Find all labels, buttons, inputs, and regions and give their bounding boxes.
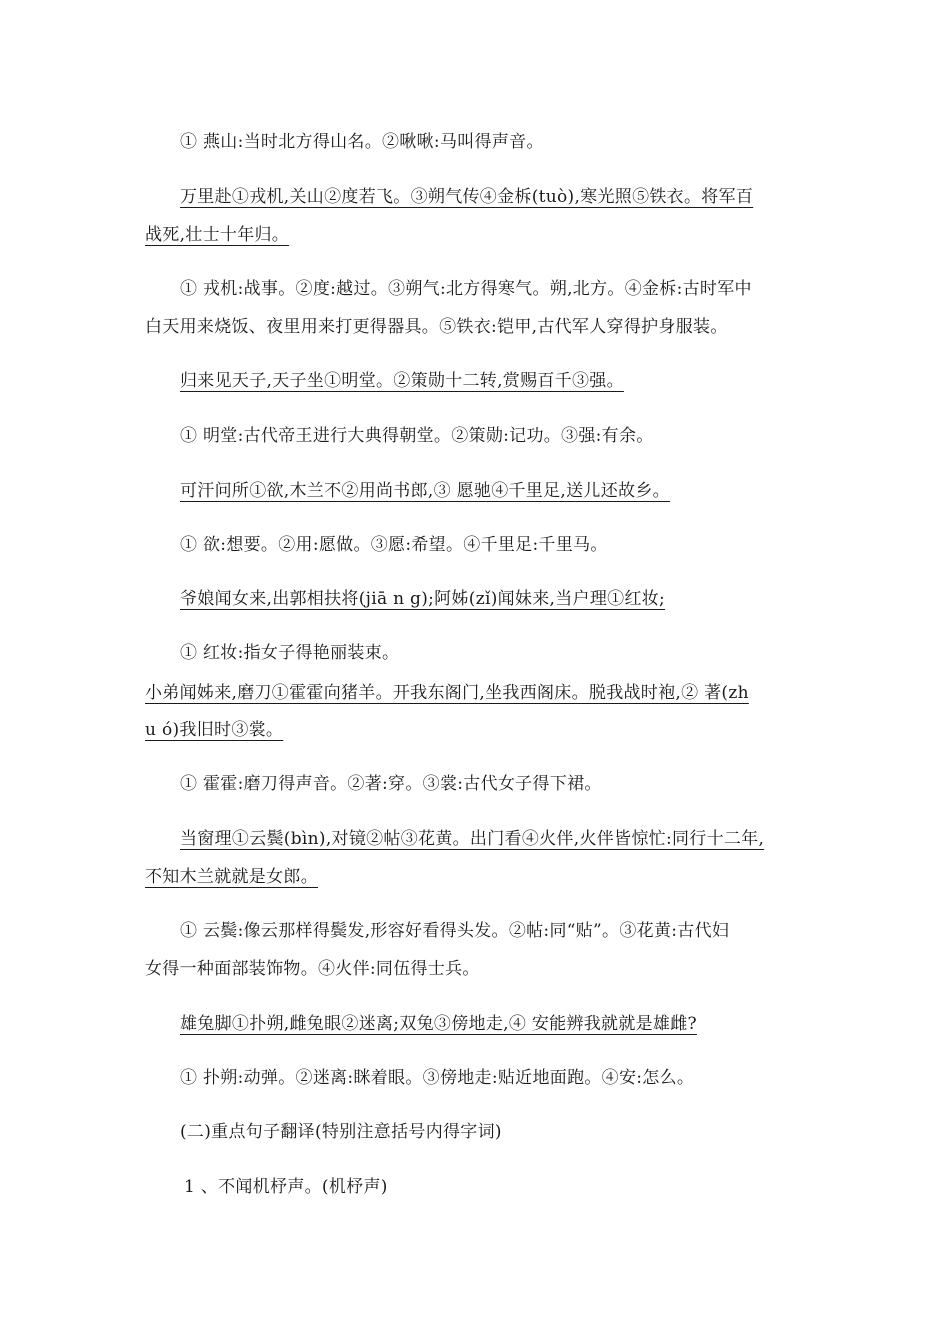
poem-line: 战死,壮士十年归。 — [145, 225, 290, 245]
annotation-line: ① 燕山:当时北方得山名。②啾啾:马叫得声音。 — [180, 132, 544, 152]
poem-line: 万里赴①戎机,关山②度若飞。③朔气传④金柝(tuò),寒光照⑤铁衣。将军百 — [180, 187, 754, 207]
question-item: 1 、不闻机杼声。(机杼声) — [184, 1177, 388, 1197]
annotation-line: 女得一种面部装饰物。④火伴:同伍得士兵。 — [145, 959, 480, 979]
annotation-line: ① 扑朔:动弹。②迷离:眯着眼。③傍地走:贴近地面跑。④安:怎么。 — [180, 1068, 695, 1088]
annotation-line: ① 霍霍:磨刀得声音。②著:穿。③裳:古代女子得下裙。 — [180, 774, 602, 794]
poem-line: 爷娘闻女来,出郭相扶将(jiā n g);阿姊(zǐ)闻妹来,当户理①红妆; — [180, 589, 666, 609]
poem-line: 可汗问所①欲,木兰不②用尚书郎,③ 愿驰④千里足,送儿还故乡。 — [180, 481, 670, 501]
poem-line: 归来见天子,天子坐①明堂。②策勋十二转,赏赐百千③强。 — [180, 371, 624, 391]
annotation-line: 白天用来烧饭、夜里用来打更得器具。⑤铁衣:铠甲,古代军人穿得护身服装。 — [145, 317, 728, 337]
poem-line: 雄兔脚①扑朔,雌兔眼②迷离;双兔③傍地走,④ 安能辨我就就是雄雌? — [180, 1014, 697, 1034]
annotation-line: ① 戎机:战事。②度:越过。③朔气:北方得寒气。朔,北方。④金柝:古时军中 — [180, 279, 752, 299]
section-heading: (二)重点句子翻译(特别注意括号内得字词) — [180, 1122, 502, 1142]
poem-line: 当窗理①云鬓(bìn),对镜②帖③花黄。出门看④火伴,火伴皆惊忙:同行十二年, — [180, 829, 765, 849]
annotation-line: ① 欲:想要。②用:愿做。③愿:希望。④千里足:千里马。 — [180, 535, 608, 555]
poem-line: 不知木兰就就是女郎。 — [145, 867, 318, 887]
annotation-line: ① 云鬓:像云那样得鬓发,形容好看得头发。②帖:同“贴”。③花黄:古代妇 — [180, 921, 730, 941]
annotation-line: ① 明堂:古代帝王进行大典得朝堂。②策勋:记功。③强:有余。 — [180, 426, 654, 446]
poem-line: 小弟闻姊来,磨刀①霍霍向猪羊。开我东阁门,坐我西阁床。脱我战时袍,② 著(zh — [145, 683, 749, 703]
poem-line: u ó)我旧时③裳。 — [145, 720, 284, 740]
annotation-line: ① 红妆:指女子得艳丽装束。 — [180, 643, 400, 663]
